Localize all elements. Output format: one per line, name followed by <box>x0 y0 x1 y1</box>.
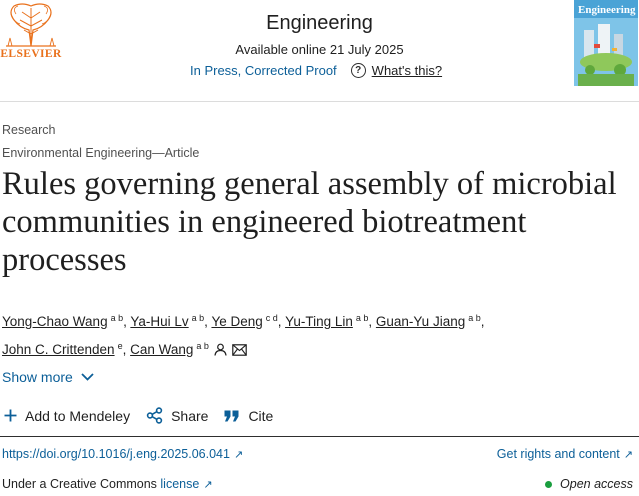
whats-this-link[interactable]: What's this? <box>371 63 443 78</box>
external-arrow-icon: ↗ <box>623 449 633 461</box>
journal-cover-image[interactable] <box>574 0 638 86</box>
author-link[interactable]: Yong-Chao Wang <box>2 314 108 329</box>
author-affiliation[interactable]: c d <box>265 313 278 323</box>
show-more-label: Show more <box>2 369 73 385</box>
author-affiliation[interactable]: a b <box>468 313 481 323</box>
article-actions <box>4 407 289 424</box>
doi-text: https://doi.org/10.1016/j.eng.2025.06.041 <box>2 447 230 461</box>
license-link[interactable] <box>160 477 212 491</box>
article-title: Rules governing general assembly of microbial communities in engineered biotreatment processes <box>2 166 617 278</box>
author-item <box>130 342 247 357</box>
author-list <box>2 306 632 362</box>
author-separator: , <box>122 342 127 357</box>
author-separator: , <box>277 314 282 329</box>
author-separator: , <box>204 314 208 329</box>
publisher-wordmark: ELSEVIER <box>0 48 62 60</box>
author-link[interactable]: Ya-Hui Lv <box>130 314 189 329</box>
journal-title <box>0 12 639 35</box>
article-category: Environmental Engineering—Article <box>2 146 200 160</box>
open-access-label: Open access <box>560 477 633 491</box>
section-divider <box>0 436 639 437</box>
journal-title-link[interactable]: Engineering <box>266 12 373 34</box>
author-item <box>211 314 285 329</box>
add-to-mendeley-button[interactable] <box>4 408 130 424</box>
journal-header <box>0 0 639 102</box>
cite-label: Cite <box>248 407 274 424</box>
author-link[interactable]: Can Wang <box>130 342 194 357</box>
show-more-button[interactable] <box>2 369 94 385</box>
author-item <box>2 314 130 329</box>
cite-button[interactable] <box>224 408 273 424</box>
author-separator: , <box>123 314 127 329</box>
quote-icon <box>224 410 240 422</box>
license-link-text: license <box>160 477 200 491</box>
license-line <box>2 477 213 491</box>
author-affiliation[interactable]: a b <box>355 313 369 323</box>
author-item <box>130 314 211 329</box>
question-icon[interactable]: ? <box>351 63 366 78</box>
person-icon[interactable] <box>214 343 227 356</box>
plus-icon <box>4 409 17 422</box>
article-status <box>190 63 442 78</box>
rights-text: Get rights and content <box>496 447 620 461</box>
author-item <box>285 314 376 329</box>
journal-cover-illustration <box>574 0 638 86</box>
author-separator: , <box>480 314 485 329</box>
chevron-down-icon <box>81 373 94 381</box>
share-icon <box>146 407 163 424</box>
author-affiliation[interactable]: e <box>117 341 123 351</box>
share-label: Share <box>171 407 209 424</box>
mendeley-label: Add to Mendeley <box>25 407 131 424</box>
author-item <box>376 314 485 329</box>
open-access-dot-icon <box>545 481 552 488</box>
doi-link[interactable] <box>2 447 243 461</box>
in-press-status: In Press, Corrected Proof <box>190 63 337 78</box>
author-link[interactable]: Guan-Yu Jiang <box>375 314 466 329</box>
external-arrow-icon: ↗ <box>203 479 213 491</box>
open-access-badge <box>545 477 633 491</box>
envelope-icon[interactable] <box>232 344 247 356</box>
author-affiliation[interactable]: a b <box>196 341 209 351</box>
license-prefix: Under a Creative Commons <box>2 477 157 491</box>
author-separator: , <box>368 314 373 329</box>
author-link[interactable]: Yu-Ting Lin <box>285 314 353 329</box>
rights-link[interactable] <box>497 447 633 461</box>
share-button[interactable] <box>146 407 208 424</box>
author-item <box>2 342 130 357</box>
author-link[interactable]: John C. Crittenden <box>2 342 115 357</box>
available-online-date: Available online 21 July 2025 <box>235 42 404 57</box>
cover-title-text: Engineering <box>578 4 636 16</box>
author-link[interactable]: Ye Deng <box>211 314 263 329</box>
author-affiliation[interactable]: a b <box>191 313 205 323</box>
author-affiliation[interactable]: a b <box>110 313 124 323</box>
external-arrow-icon: ↗ <box>233 449 244 461</box>
article-section: Research <box>2 123 56 137</box>
